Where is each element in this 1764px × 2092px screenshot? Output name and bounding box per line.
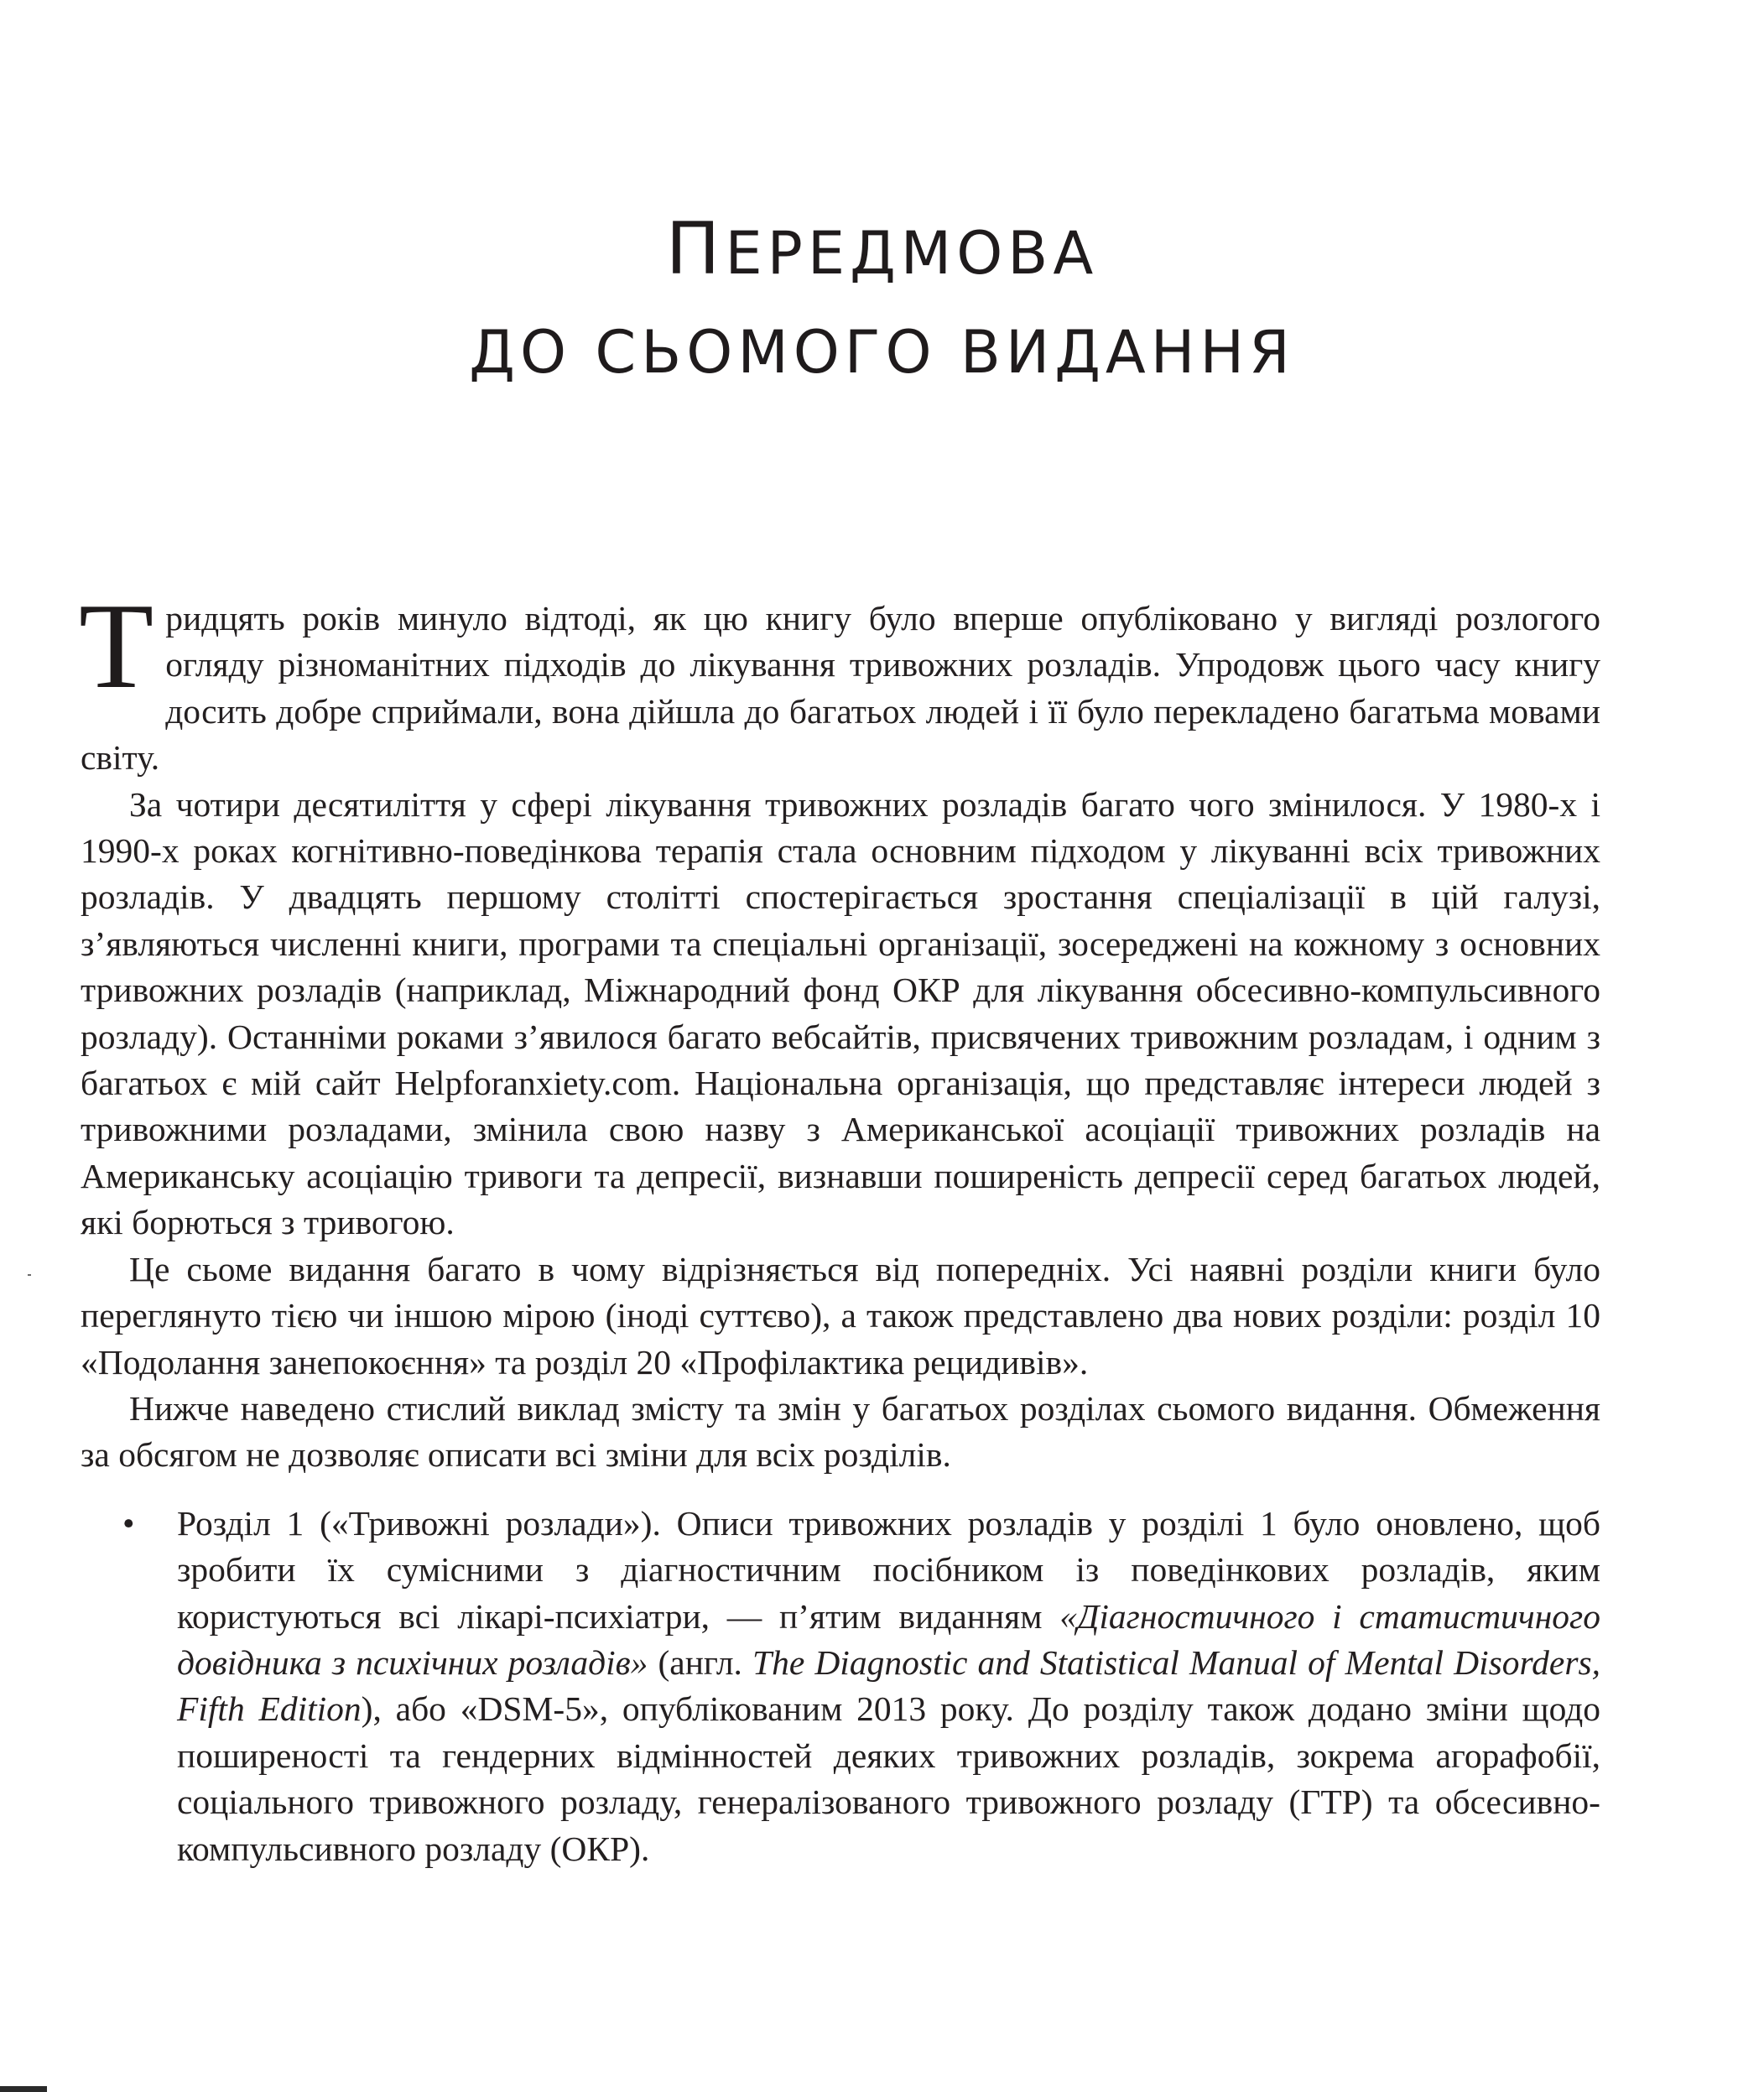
drop-cap: Т [79,578,154,714]
bullet-list [81,1501,1600,1872]
title-line-2: ДО СЬОМОГО ВИДАННЯ [469,318,1295,387]
scan-edge-mark [0,2086,47,2092]
paragraph-1 [79,578,1600,782]
bullet-italic-title-ua: «Діагностичного і статистичного довідника з психічних розладів» [177,1596,1600,1682]
bullet-italic-title-en: The Diagnostic and Statistical Manual of Mental Disorders, Fifth Edition [177,1642,1600,1729]
bullet-text-c: ), або «DSM-5», опублікованим 2013 року. До розділу також додано зміни щодо поширеності та гендерних відмінностей деяких тривожних розладів, зокрема агорафобії, соціального тривожного розладу, генералізованого тривожного розладу (ГТР) та обсесивно-компульсивного розладу (ОКР). [177,1689,1600,1868]
bullet-text-b: (англ. [648,1642,752,1682]
margin-mark [28,1274,31,1276]
title-line-1 [0,200,1764,303]
bullet-icon: • [122,1503,135,1543]
body-text [79,578,1600,1872]
paragraph-2: За чотири десятиліття у сфері лікування тривожних розладів багато чого змінилося. У 1980-х і 1990-х роках когнітивно-поведінкова терапія стала основним підходом у лікуванні всіх тривожних розладів. У двадцять першому столітті спостерігається зростання спеціалізації в цій галузі, з’являються численні книги, програми та спеціальні організації, зосереджені на кожному з основних тривожних розладів (наприклад, Міжнародний фонд ОКР для лікування обсесивно-компульсивного розладу). Останніми роками з’явилося багато вебсайтів, присвячених тривожним розладам, і одним з багатьох є мій сайт Helpforanxiety.com. Національна організація, що представляє інтереси людей з тривожними розладами, змінила свою назву з Американської асоціації тривожних розладів на Американську асоціацію тривоги та депресії, визнавши поширеність депресії серед багатьох людей, які борються з тривогою. [81,784,1600,1242]
page-title [0,200,1764,402]
paragraph-3: Це сьоме видання багато в чому відрізняється від попередніх. Усі наявні розділи книги було переглянуто тією чи іншою мірою (іноді суттєво), а також представлено два нових розділи: розділ 10 «Подолання занепокоєння» та розділ 20 «Профілактика рецидивів». [81,1249,1600,1382]
bullet-text-a: Розділ 1 («Тривожні розлади»). Описи тривожних розладів у розділі 1 було оновлено, щоб зробити їх сумісними з діагностичним посібником із поведінкових розладів, яким користуються всі лікарі-психіатри, — п’ятим виданням [177,1503,1600,1636]
title-line-1-rest: ЕРЕДМОВА [725,219,1099,288]
paragraph-1-text: ридцять років минуло відтоді, як цю книгу було вперше опубліковано у вигляді розлогого огляду різноманітних підходів до лікування тривожних розладів. Упродовж цього часу книгу досить добре сприймали, вона дійшла до багатьох людей і її було перекладено багатьма мовами світу. [81,599,1600,778]
title-initial: П [665,207,726,291]
list-item [81,1501,1600,1872]
paragraph-4: Нижче наведено стислий виклад змісту та змін у багатьох розділах сьомого видання. Обмеження за обсягом не дозволяє описати всі зміни для всіх розділів. [81,1388,1600,1475]
